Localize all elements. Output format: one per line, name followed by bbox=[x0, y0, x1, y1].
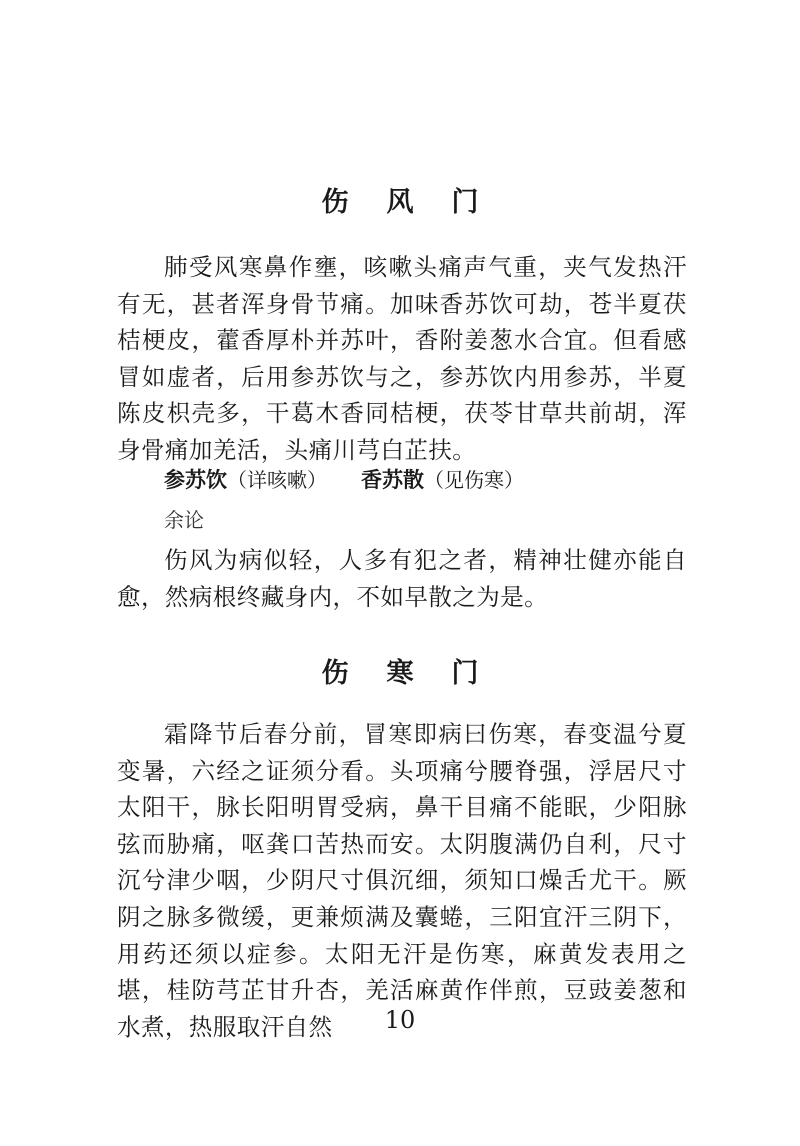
page-number: 10 bbox=[384, 1006, 416, 1034]
formula-note-xiangsu: （见伤寒） bbox=[424, 468, 524, 492]
section-title-shanghan: 伤寒门 bbox=[321, 658, 517, 689]
formula-note-shensu: （详咳嗽） bbox=[227, 468, 327, 492]
formula-name-xiangsu: 香苏散 bbox=[361, 468, 424, 492]
formula-name-shensu: 参苏饮 bbox=[164, 468, 227, 492]
formula-list bbox=[164, 465, 524, 495]
verse-paragraph-shangfeng: 肺受风寒鼻作壅，咳嗽头痛声气重，夹气发热汗有无，甚者浑身骨节痛。加味香苏饮可劫，苍半夏茯桔梗皮，藿香厚朴并苏叶，香附姜葱水合宜。但看感冒如虚者，后用参苏饮与之，参苏饮内用参苏，半夏陈皮枳壳多，干葛木香同桔梗，茯苓甘草共前胡，浑身骨痛加羌活，头痛川芎白芷扶。 bbox=[117, 253, 687, 464]
section-title-shangfeng: 伤风门 bbox=[321, 187, 517, 218]
aside-label: 余论 bbox=[164, 508, 204, 532]
verse-paragraph-shanghan: 霜降节后春分前，冒寒即病曰伤寒，春变温兮夏变暑，六经之证须分看。头项痛兮腰脊强，浮居尺寸太阳干，脉长阳明胃受病，鼻干目痛不能眠，少阳脉弦而胁痛，呕龚口苦热而安。太阴腹满仍自利，尺寸沉兮津少咽，少阴尺寸俱沉细，须知口燥舌尤干。厥阴之脉多微缓，更兼烦满及囊蜷，三阳宜汗三阴下，用药还须以症参。太阳无汗是伤寒，麻黄发表用之堪，桂防芎芷甘升杏，羌活麻黄作伴煎，豆豉姜葱和水煮，热服取汗自然 bbox=[117, 720, 687, 1041]
aside-paragraph: 伤风为病似轻，人多有犯之者，精神壮健亦能自愈，然病根终藏身内，不如早散之为是。 bbox=[117, 546, 687, 611]
